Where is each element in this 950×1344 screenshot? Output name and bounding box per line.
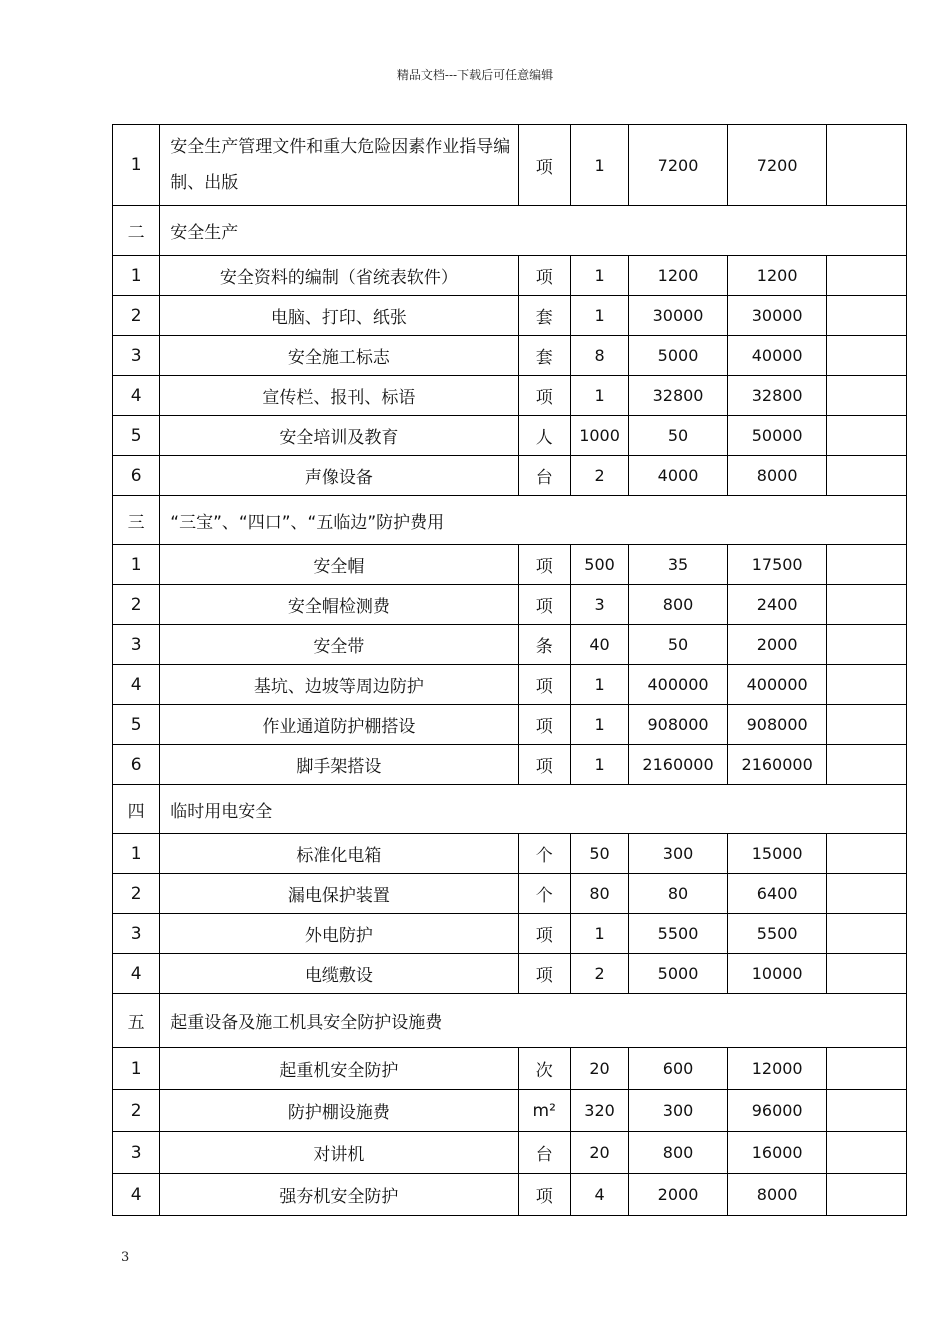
row-index: 4 <box>113 954 160 994</box>
item-name: 安全生产管理文件和重大危险因素作业指导编制、出版 <box>160 125 518 206</box>
item-unit-price: 50 <box>629 416 728 456</box>
table-row <box>113 834 907 874</box>
item-unit: 项 <box>518 125 570 206</box>
item-unit-price: 800 <box>629 1132 728 1174</box>
item-note <box>827 296 907 336</box>
item-name: 安全培训及教育 <box>160 416 518 456</box>
item-unit: 套 <box>518 336 570 376</box>
row-index: 6 <box>113 456 160 496</box>
item-name: 作业通道防护棚搭设 <box>160 705 518 745</box>
item-quantity: 1 <box>570 914 628 954</box>
item-quantity: 50 <box>570 834 628 874</box>
item-total: 30000 <box>727 296 827 336</box>
row-index: 3 <box>113 914 160 954</box>
item-unit: 台 <box>518 1132 570 1174</box>
item-note <box>827 625 907 665</box>
section-row <box>113 785 907 834</box>
item-unit-price: 4000 <box>629 456 728 496</box>
item-quantity: 8 <box>570 336 628 376</box>
item-unit-price: 32800 <box>629 376 728 416</box>
table-row <box>113 1048 907 1090</box>
row-index: 1 <box>113 545 160 585</box>
item-quantity: 500 <box>570 545 628 585</box>
item-quantity: 320 <box>570 1090 628 1132</box>
table-row <box>113 456 907 496</box>
table-row <box>113 665 907 705</box>
item-unit: 项 <box>518 914 570 954</box>
item-name: 安全帽检测费 <box>160 585 518 625</box>
item-note <box>827 874 907 914</box>
item-name: 防护棚设施费 <box>160 1090 518 1132</box>
row-index: 3 <box>113 336 160 376</box>
row-index: 2 <box>113 874 160 914</box>
table-row <box>113 376 907 416</box>
section-title: 临时用电安全 <box>160 785 907 834</box>
table-row <box>113 125 907 206</box>
row-index: 4 <box>113 1174 160 1216</box>
item-note <box>827 256 907 296</box>
item-name: 宣传栏、报刊、标语 <box>160 376 518 416</box>
item-name: 基坑、边坡等周边防护 <box>160 665 518 705</box>
item-total: 400000 <box>727 665 827 705</box>
page-number: 3 <box>121 1250 130 1265</box>
item-note <box>827 336 907 376</box>
item-unit-price: 1200 <box>629 256 728 296</box>
table-row <box>113 256 907 296</box>
item-quantity: 1000 <box>570 416 628 456</box>
row-index: 五 <box>113 994 160 1048</box>
item-total: 8000 <box>727 1174 827 1216</box>
item-total: 15000 <box>727 834 827 874</box>
item-unit: 项 <box>518 585 570 625</box>
item-note <box>827 416 907 456</box>
page-header: 精品文档---下载后可任意编辑 <box>396 68 554 82</box>
item-total: 2400 <box>727 585 827 625</box>
section-title: 起重设备及施工机具安全防护设施费 <box>160 994 907 1048</box>
item-total: 16000 <box>727 1132 827 1174</box>
item-quantity: 1 <box>570 296 628 336</box>
item-unit: 项 <box>518 745 570 785</box>
item-name: 声像设备 <box>160 456 518 496</box>
row-index: 1 <box>113 834 160 874</box>
item-unit: 项 <box>518 256 570 296</box>
item-unit: m² <box>518 1090 570 1132</box>
table-row <box>113 874 907 914</box>
item-name: 安全施工标志 <box>160 336 518 376</box>
item-note <box>827 705 907 745</box>
item-unit: 套 <box>518 296 570 336</box>
item-name: 漏电保护装置 <box>160 874 518 914</box>
row-index: 5 <box>113 705 160 745</box>
item-note <box>827 585 907 625</box>
table-row <box>113 625 907 665</box>
item-unit-price: 800 <box>629 585 728 625</box>
row-index: 5 <box>113 416 160 456</box>
item-note <box>827 665 907 705</box>
item-unit-price: 80 <box>629 874 728 914</box>
item-note <box>827 1090 907 1132</box>
item-unit-price: 908000 <box>629 705 728 745</box>
row-index: 1 <box>113 256 160 296</box>
item-unit-price: 7200 <box>629 125 728 206</box>
table-row <box>113 296 907 336</box>
item-unit: 项 <box>518 376 570 416</box>
row-index: 4 <box>113 665 160 705</box>
item-quantity: 1 <box>570 125 628 206</box>
item-unit-price: 2000 <box>629 1174 728 1216</box>
table-row <box>113 336 907 376</box>
table-row <box>113 545 907 585</box>
item-unit-price: 300 <box>629 834 728 874</box>
row-index: 1 <box>113 1048 160 1090</box>
item-quantity: 80 <box>570 874 628 914</box>
item-name: 安全帽 <box>160 545 518 585</box>
row-index: 3 <box>113 1132 160 1174</box>
row-index: 二 <box>113 206 160 256</box>
item-note <box>827 954 907 994</box>
section-row <box>113 206 907 256</box>
item-total: 96000 <box>727 1090 827 1132</box>
item-name: 电脑、打印、纸张 <box>160 296 518 336</box>
item-unit: 项 <box>518 954 570 994</box>
table-row <box>113 914 907 954</box>
section-row <box>113 496 907 545</box>
item-unit-price: 2160000 <box>629 745 728 785</box>
table-row <box>113 1174 907 1216</box>
item-quantity: 1 <box>570 665 628 705</box>
item-total: 908000 <box>727 705 827 745</box>
item-quantity: 3 <box>570 585 628 625</box>
item-total: 10000 <box>727 954 827 994</box>
item-unit: 台 <box>518 456 570 496</box>
item-total: 50000 <box>727 416 827 456</box>
item-unit: 项 <box>518 545 570 585</box>
item-quantity: 1 <box>570 256 628 296</box>
item-note <box>827 456 907 496</box>
table-row <box>113 1090 907 1132</box>
item-quantity: 20 <box>570 1048 628 1090</box>
table-row <box>113 745 907 785</box>
item-unit: 个 <box>518 834 570 874</box>
item-total: 17500 <box>727 545 827 585</box>
item-name: 电缆敷设 <box>160 954 518 994</box>
item-total: 7200 <box>727 125 827 206</box>
item-name: 标准化电箱 <box>160 834 518 874</box>
item-name: 脚手架搭设 <box>160 745 518 785</box>
item-name: 安全带 <box>160 625 518 665</box>
item-total: 12000 <box>727 1048 827 1090</box>
item-total: 2000 <box>727 625 827 665</box>
table-row <box>113 585 907 625</box>
item-unit-price: 50 <box>629 625 728 665</box>
item-note <box>827 834 907 874</box>
item-quantity: 20 <box>570 1132 628 1174</box>
item-note <box>827 125 907 206</box>
item-unit-price: 30000 <box>629 296 728 336</box>
item-unit: 条 <box>518 625 570 665</box>
item-total: 40000 <box>727 336 827 376</box>
item-quantity: 1 <box>570 376 628 416</box>
row-index: 3 <box>113 625 160 665</box>
item-unit-price: 400000 <box>629 665 728 705</box>
table-row <box>113 954 907 994</box>
item-note <box>827 1132 907 1174</box>
row-index: 2 <box>113 296 160 336</box>
table-row <box>113 1132 907 1174</box>
item-total: 1200 <box>727 256 827 296</box>
row-index: 1 <box>113 125 160 206</box>
item-note <box>827 1174 907 1216</box>
item-unit-price: 35 <box>629 545 728 585</box>
row-index: 2 <box>113 585 160 625</box>
item-unit-price: 300 <box>629 1090 728 1132</box>
item-total: 8000 <box>727 456 827 496</box>
item-unit: 次 <box>518 1048 570 1090</box>
item-total: 2160000 <box>727 745 827 785</box>
row-index: 6 <box>113 745 160 785</box>
item-quantity: 40 <box>570 625 628 665</box>
item-total: 6400 <box>727 874 827 914</box>
item-unit: 项 <box>518 705 570 745</box>
item-name: 对讲机 <box>160 1132 518 1174</box>
table-row <box>113 705 907 745</box>
item-unit: 个 <box>518 874 570 914</box>
row-index: 三 <box>113 496 160 545</box>
budget-table <box>112 124 907 1216</box>
item-note <box>827 376 907 416</box>
item-unit-price: 5500 <box>629 914 728 954</box>
item-unit-price: 5000 <box>629 336 728 376</box>
row-index: 4 <box>113 376 160 416</box>
item-quantity: 2 <box>570 456 628 496</box>
item-unit: 项 <box>518 665 570 705</box>
item-quantity: 4 <box>570 1174 628 1216</box>
item-quantity: 1 <box>570 745 628 785</box>
item-unit-price: 600 <box>629 1048 728 1090</box>
item-unit-price: 5000 <box>629 954 728 994</box>
item-quantity: 1 <box>570 705 628 745</box>
table-row <box>113 416 907 456</box>
item-note <box>827 1048 907 1090</box>
item-note <box>827 914 907 954</box>
section-title: “三宝”、“四口”、“五临边”防护费用 <box>160 496 907 545</box>
item-unit: 项 <box>518 1174 570 1216</box>
item-name: 强夯机安全防护 <box>160 1174 518 1216</box>
item-name: 外电防护 <box>160 914 518 954</box>
item-name: 安全资料的编制（省统表软件） <box>160 256 518 296</box>
item-name: 起重机安全防护 <box>160 1048 518 1090</box>
row-index: 2 <box>113 1090 160 1132</box>
section-row <box>113 994 907 1048</box>
row-index: 四 <box>113 785 160 834</box>
item-total: 32800 <box>727 376 827 416</box>
item-note <box>827 545 907 585</box>
item-quantity: 2 <box>570 954 628 994</box>
item-unit: 人 <box>518 416 570 456</box>
item-note <box>827 745 907 785</box>
section-title: 安全生产 <box>160 206 907 256</box>
item-total: 5500 <box>727 914 827 954</box>
